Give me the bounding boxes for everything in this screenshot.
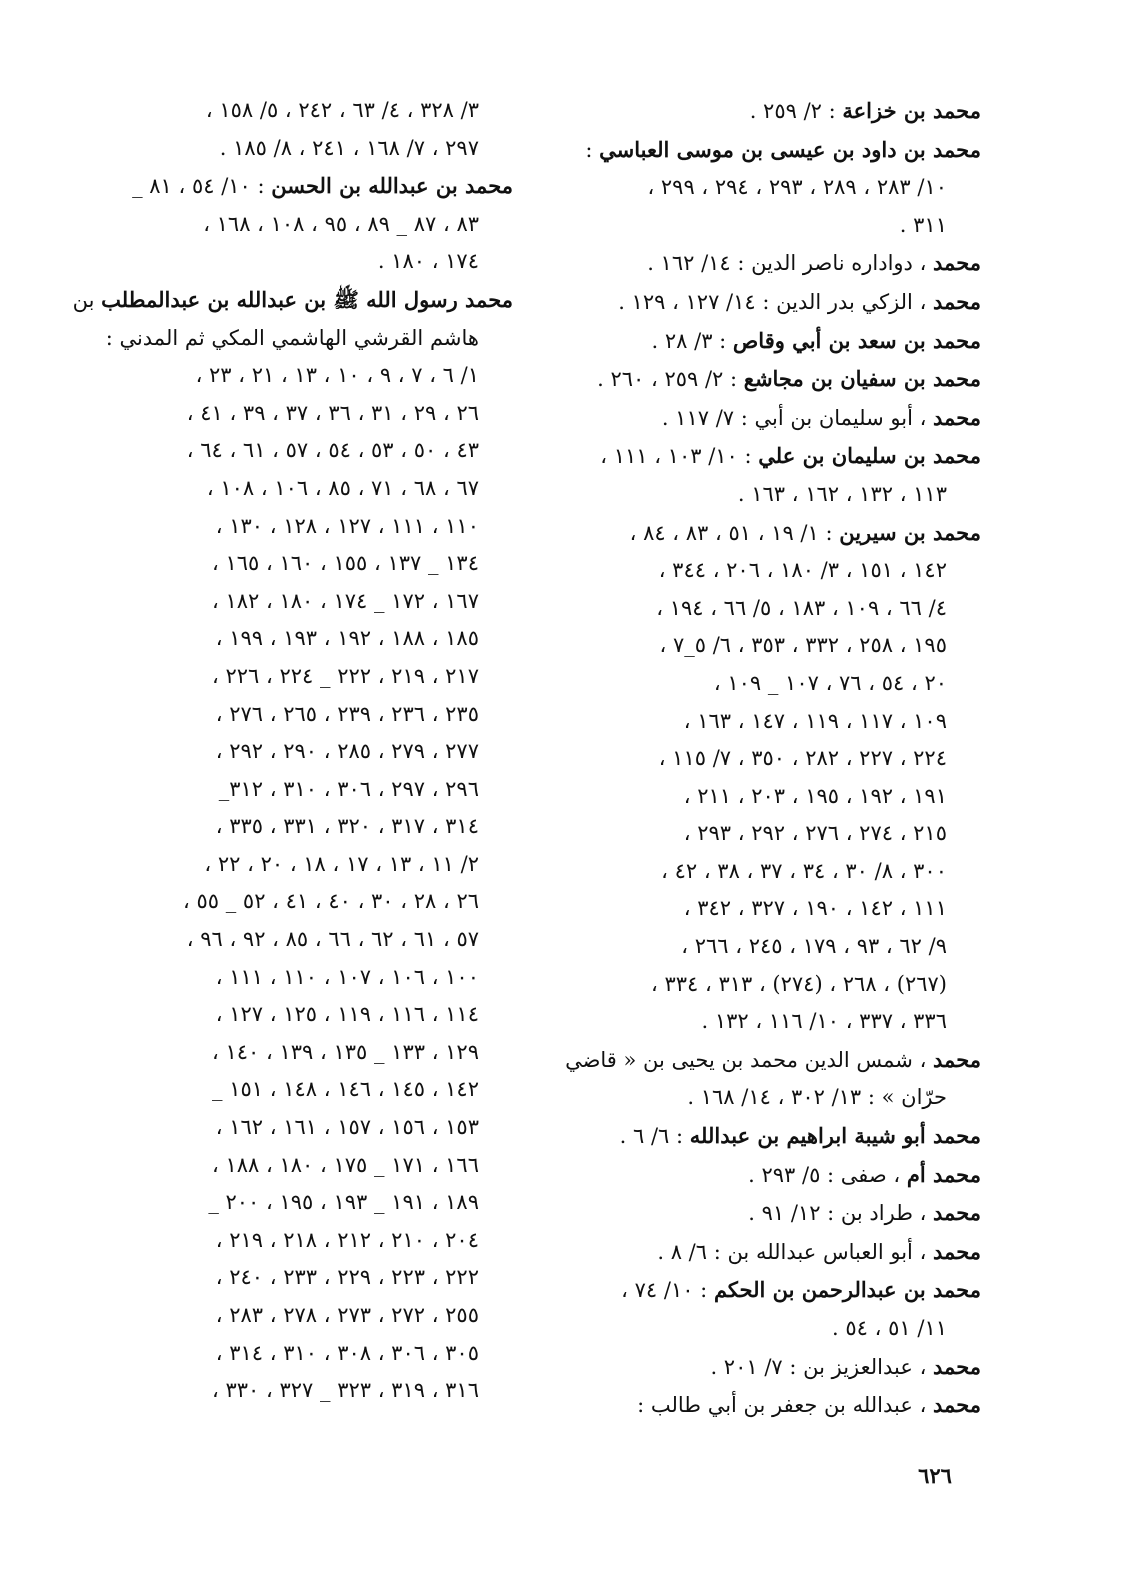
index-entry-references: ، صفى : ٥/ ٢٩٣ . — [748, 1162, 907, 1187]
index-entry-references: : ١٠/ ٥٤ ، ٨١ _ — [132, 174, 272, 199]
index-entry-heading: محمد — [933, 404, 981, 430]
index-entry-references: ١٨٩ ، ١٩١ _ ١٩٣ ، ١٩٥ ، ٢٠٠ _ — [208, 1190, 479, 1215]
index-entry-line — [541, 322, 981, 361]
index-entry — [541, 514, 981, 1041]
index-entry-line — [113, 1297, 513, 1335]
index-entry-line — [541, 514, 981, 553]
index-entry-references: ٦٧ ، ٦٨ ، ٧١ ، ٨٥ ، ١٠٦ ، ١٠٨ ، — [206, 475, 479, 500]
index-entry-line — [541, 1348, 981, 1387]
index-entry-line — [113, 1335, 513, 1373]
index-entry-references: ، شمس الدين محمد بن يحيى بن « قاضي — [565, 1047, 934, 1072]
index-entry-heading: محمد بن سيرين — [839, 519, 981, 545]
index-entry-line — [105, 320, 513, 358]
index-entry-references: ١١٠ ، ١١١ ، ١٢٧ ، ١٢٨ ، ١٣٠ ، — [215, 513, 479, 538]
index-entry-line — [113, 1034, 513, 1072]
index-entry-references: حرّان » : ١٣/ ٣٠٢ ، ١٤/ ١٦٨ . — [687, 1085, 947, 1110]
index-entry-line — [541, 1156, 981, 1195]
index-entry-heading: محمد — [933, 1392, 981, 1418]
index-entry-references: بن — [72, 287, 102, 312]
index-entry-line — [113, 658, 513, 696]
index-entry-heading: محمد بن خزاعة — [842, 98, 981, 123]
index-entry-line — [541, 1233, 981, 1272]
index-entry-references: ١٤٢ ، ١٤٥ ، ١٤٦ ، ١٤٨ ، ١٥١ _ — [212, 1077, 479, 1102]
index-entry-line — [541, 815, 981, 853]
index-entry-references: ٢٦ ، ٢٨ ، ٣٠ ، ٤٠ ، ٤١ ، ٥٢ _ ٥٥ ، — [183, 889, 479, 914]
index-entry-references: ١٦٧ ، ١٧٢ _ ١٧٤ ، ١٨٠ ، ١٨٢ ، — [212, 588, 479, 613]
index-entry — [541, 1348, 981, 1387]
index-entry-references: ٢١٥ ، ٢٧٤ ، ٢٧٦ ، ٢٩٢ ، ٢٩٣ ، — [683, 821, 947, 846]
index-entry-line — [541, 1117, 981, 1156]
index-entry-references: ١٠/ ٢٨٣ ، ٢٨٩ ، ٢٩٣ ، ٢٩٤ ، ٢٩٩ ، — [647, 175, 947, 200]
index-entry-line — [541, 1386, 981, 1425]
index-entry-references: ١٩١ ، ١٩٢ ، ١٩٥ ، ٢٠٣ ، ٢١١ ، — [683, 783, 947, 808]
index-entry-references: : — [585, 137, 600, 162]
index-entry-line — [541, 966, 981, 1004]
index-entry — [72, 281, 513, 1410]
index-entry-line — [541, 1271, 981, 1310]
index-entry-references: : ١/ ١٩ ، ٥١ ، ٨٣ ، ٨٤ ، — [629, 520, 840, 545]
index-entry — [541, 437, 981, 513]
index-entry-line — [113, 1147, 513, 1185]
index-entry-heading: محمد بن عبدالله بن الحسن — [271, 173, 513, 199]
index-entry-line — [113, 583, 513, 621]
index-entry-line — [541, 244, 981, 283]
index-entry-references: ، طراد بن : ١٢/ ٩١ . — [748, 1201, 934, 1226]
index-entry-references: : ١٠/ ١٠٣ ، ١١١ ، — [600, 444, 759, 469]
index-entry — [541, 1117, 981, 1156]
index-entry-references: ، أبو سليمان بن أبي : ٧/ ١١٧ . — [661, 405, 934, 430]
index-entry-references: ١٥٣ ، ١٥٦ ، ١٥٧ ، ١٦١ ، ١٦٢ ، — [215, 1115, 479, 1140]
index-entry — [541, 1156, 981, 1195]
index-entry-line — [113, 545, 513, 583]
index-entry-references: ٣/ ٣٢٨ ، ٤/ ٦٣ ، ٢٤٢ ، ٥/ ١٥٨ ، — [205, 98, 479, 122]
index-entry-line — [541, 437, 981, 476]
index-entry-line — [113, 996, 513, 1034]
index-entry-references: : ٢/ ٢٥٩ . — [749, 99, 843, 123]
index-entry-references: ١١١ ، ١٤٢ ، ١٩٠ ، ٣٢٧ ، ٣٤٢ ، — [683, 896, 947, 921]
index-entry-line — [113, 921, 513, 959]
index-entry-references: ٣٠٠ ، ٨/ ٣٠ ، ٣٤ ، ٣٧ ، ٣٨ ، ٤٢ ، — [661, 858, 947, 883]
index-entry-line — [541, 890, 981, 928]
index-entry-references: ١/ ٦ ، ٧ ، ٩ ، ١٠ ، ١٣ ، ٢١ ، ٢٣ ، — [195, 363, 479, 388]
index-entry-references: ١٠٠ ، ١٠٦ ، ١٠٧ ، ١١٠ ، ١١١ ، — [215, 964, 479, 989]
index-entry-line — [113, 357, 513, 395]
index-entry-heading: محمد رسول الله ﷺ بن عبدالله بن عبدالمطلب — [101, 286, 513, 312]
index-entry-references: ٢٢٤ ، ٢٢٧ ، ٢٨٢ ، ٣٥٠ ، ٧/ ١١٥ ، — [658, 746, 947, 771]
index-entry-references: ١٢٩ ، ١٣٣ _ ١٣٥ ، ١٣٩ ، ١٤٠ ، — [212, 1039, 479, 1064]
index-entry-line — [541, 1003, 981, 1041]
index-entry-line — [541, 1041, 981, 1080]
index-entry — [541, 1233, 981, 1272]
index-entry-line — [541, 92, 981, 131]
index-entry-line — [113, 243, 513, 281]
index-entry-line — [541, 703, 981, 741]
index-entry-references: ، عبدالعزيز بن : ٧/ ٢٠١ . — [710, 1354, 934, 1379]
index-entry-line — [541, 740, 981, 778]
index-entry-references: : ٣/ ٢٨ . — [651, 328, 733, 353]
index-entry-references: ١١٤ ، ١١٦ ، ١١٩ ، ١٢٥ ، ١٢٧ ، — [215, 1002, 479, 1027]
index-entry-references: ٣١١ . — [899, 212, 947, 237]
index-entry — [541, 360, 981, 399]
index-entry-line — [113, 959, 513, 997]
index-entry-line — [541, 853, 981, 891]
index-entry — [541, 399, 981, 438]
index-entry-line — [541, 131, 981, 170]
index-entry-heading: محمد بن سفيان بن مجاشع — [743, 366, 981, 392]
index-entry-references: ١٤٢ ، ١٥١ ، ٣/ ١٨٠ ، ٢٠٦ ، ٣٤٤ ، — [658, 558, 947, 583]
index-entry-references: ١٠٩ ، ١١٧ ، ١١٩ ، ١٤٧ ، ١٦٣ ، — [683, 708, 947, 733]
index-entry-references: ٤٣ ، ٥٠ ، ٥٣ ، ٥٤ ، ٥٧ ، ٦١ ، ٦٤ ، — [186, 438, 479, 463]
index-entry-references: ١٣٤ _ ١٣٧ ، ١٥٥ ، ١٦٠ ، ١٦٥ ، — [212, 551, 479, 576]
index-entry-line — [541, 627, 981, 665]
index-entry-references: ٢١٧ ، ٢١٩ ، ٢٢٢ _ ٢٢٤ ، ٢٢٦ ، — [212, 663, 479, 688]
index-entry-line — [541, 778, 981, 816]
index-entry-line — [113, 846, 513, 884]
index-entry-line — [113, 206, 513, 244]
index-entry-heading: محمد بن سليمان بن علي — [758, 443, 981, 469]
index-entry-line — [541, 169, 981, 207]
index-entry-references: ٢٠٤ ، ٢١٠ ، ٢١٢ ، ٢١٨ ، ٢١٩ ، — [215, 1227, 479, 1252]
left-column — [72, 92, 513, 1410]
index-entry-references: ٢٠ ، ٥٤ ، ٧٦ ، ١٠٧ _ ١٠٩ ، — [713, 670, 947, 695]
index-entry-line — [113, 808, 513, 846]
index-entry-references: ٨٣ ، ٨٧ _ ٨٩ ، ٩٥ ، ١٠٨ ، ١٦٨ ، — [203, 211, 479, 236]
index-entry-references: ٥٧ ، ٦١ ، ٦٢ ، ٦٦ ، ٨٥ ، ٩٢ ، ٩٦ ، — [186, 927, 479, 952]
index-entry — [541, 1386, 981, 1425]
index-entry-line — [113, 508, 513, 546]
index-entry-line — [541, 1194, 981, 1233]
index-entry-line — [541, 665, 981, 703]
index-entry-references: ٢٢٢ ، ٢٢٣ ، ٢٢٩ ، ٢٣٣ ، ٢٤٠ ، — [215, 1265, 479, 1290]
index-entry-references: ، دواداره ناصر الدين : ١٤/ ١٦٢ . — [647, 251, 934, 276]
index-entry-references: ١٨٥ ، ١٨٨ ، ١٩٢ ، ١٩٣ ، ١٩٩ ، — [215, 626, 479, 651]
index-entry-heading: محمد — [933, 1238, 981, 1264]
index-entry-line — [113, 620, 513, 658]
index-entry-heading: محمد أم — [906, 1161, 981, 1187]
index-entry-line — [541, 399, 981, 438]
index-entry-line — [113, 1109, 513, 1147]
index-entry-line — [541, 476, 981, 514]
index-entry-line — [113, 167, 513, 206]
index-entry — [113, 167, 513, 281]
index-entry-line — [113, 92, 513, 130]
index-entry-references: ١٩٥ ، ٢٥٨ ، ٣٣٢ ، ٣٥٣ ، ٦/ ٥_٧ ، — [659, 633, 947, 658]
index-entry-references: : ٦/ ٦ . — [619, 1124, 690, 1149]
index-entry-heading: محمد بن سعد بن أبي وقاص — [732, 327, 981, 353]
right-column — [541, 92, 981, 1425]
index-entry-line — [541, 1310, 981, 1348]
index-entry-references: : ١٠/ ٧٤ ، — [621, 1278, 714, 1303]
index-entry — [113, 92, 513, 167]
index-entry — [541, 131, 981, 245]
index-entry-line — [541, 207, 981, 245]
index-entry-references: ، الزكي بدر الدين : ١٤/ ١٢٧ ، ١٢٩ . — [618, 289, 934, 314]
index-entry — [541, 92, 981, 131]
index-entry-heading: محمد — [933, 1353, 981, 1379]
index-entry-line — [113, 1259, 513, 1297]
index-entry-heading: محمد بن عبدالرحمن بن الحكم — [713, 1277, 981, 1303]
index-entry — [541, 1041, 981, 1117]
index-entry-line — [113, 1372, 513, 1410]
index-entry-references: ٤/ ٦٦ ، ١٠٩ ، ١٨٣ ، ٥/ ٦٦ ، ١٩٤ ، — [656, 595, 947, 620]
index-entry-references: ٢٧٧ ، ٢٧٩ ، ٢٨٥ ، ٢٩٠ ، ٢٩٢ ، — [215, 739, 479, 764]
page-number: ٦٢٦ — [918, 1463, 952, 1488]
index-entry — [541, 1271, 981, 1347]
index-entry-references: ، أبو العباس عبدالله بن : ٦/ ٨ . — [657, 1239, 934, 1264]
index-entry-line — [113, 1222, 513, 1260]
index-entry-references: ٣٠٥ ، ٣٠٦ ، ٣٠٨ ، ٣١٠ ، ٣١٤ ، — [215, 1340, 479, 1365]
index-entry-line — [541, 552, 981, 590]
index-entry-line — [113, 470, 513, 508]
index-entry-references: ٢٣٥ ، ٢٣٦ ، ٢٣٩ ، ٢٦٥ ، ٢٧٦ ، — [215, 701, 479, 726]
index-entry-references: ٣٣٦ ، ٣٣٧ ، ١٠/ ١١٦ ، ١٣٢ . — [701, 1009, 947, 1034]
index-entry-line — [541, 928, 981, 966]
index-entry-references: ٣١٦ ، ٣١٩ ، ٣٢٣ _ ٣٢٧ ، ٣٣٠ ، — [212, 1378, 479, 1403]
index-entry-references: ٢/ ١١ ، ١٣ ، ١٧ ، ١٨ ، ٢٠ ، ٢٢ ، — [204, 851, 479, 876]
index-entry-line — [113, 733, 513, 771]
index-entry-line — [113, 1184, 513, 1222]
index-entry-references: ٢٩٧ ، ٧/ ١٦٨ ، ٢٤١ ، ٨/ ١٨٥ . — [219, 135, 479, 160]
index-entry-heading: محمد — [933, 1046, 981, 1072]
index-entry-line — [541, 360, 981, 399]
index-entry-references: ٢٦ ، ٢٩ ، ٣١ ، ٣٦ ، ٣٧ ، ٣٩ ، ٤١ ، — [186, 400, 479, 425]
index-entry-references: هاشم القرشي الهاشمي المكي ثم المدني : — [105, 325, 479, 350]
index-entry-references: ٣١٤ ، ٣١٧ ، ٣٢٠ ، ٣٣١ ، ٣٣٥ ، — [215, 814, 479, 839]
index-entry-references: ٩/ ٦٢ ، ٩٣ ، ١٧٩ ، ٢٤٥ ، ٢٦٦ ، — [681, 934, 947, 959]
index-entry-references: : ٢/ ٢٥٩ ، ٢٦٠ . — [597, 367, 744, 392]
index-entry-line — [113, 771, 513, 809]
index-entry-line — [541, 590, 981, 628]
index-entry-heading: محمد بن داود بن عيسى بن موسى العباسي — [599, 136, 981, 162]
index-entry — [541, 244, 981, 283]
index-entry-references: ١١٣ ، ١٣٢ ، ١٦٢ ، ١٦٣ . — [737, 481, 947, 506]
index-entry-line — [541, 1079, 981, 1117]
index-entry-line — [72, 281, 513, 320]
index-entry-heading: محمد — [933, 250, 981, 276]
index-entry — [541, 322, 981, 361]
index-entry-references: ١١/ ٥١ ، ٥٤ . — [832, 1316, 947, 1340]
index-entry-line — [113, 883, 513, 921]
index-entry-line — [113, 395, 513, 433]
index-entry-line — [113, 432, 513, 470]
index-entry-references: ٢٩٦ ، ٢٩٧ ، ٣٠٦ ، ٣١٠ ، ٣١٢_ — [218, 776, 479, 801]
index-entry-references: ١٧٤ ، ١٨٠ . — [377, 249, 479, 274]
index-entry — [541, 283, 981, 322]
index-entry-line — [113, 696, 513, 734]
index-entry-references: ، عبدالله بن جعفر بن أبي طالب : — [637, 1393, 934, 1418]
index-entry-references: ٢٥٥ ، ٢٧٢ ، ٢٧٣ ، ٢٧٨ ، ٢٨٣ ، — [215, 1303, 479, 1327]
index-entry-references: (٢٦٧) ، ٢٦٨ ، (٢٧٤) ، ٣١٣ ، ٣٣٤ ، — [651, 971, 947, 996]
index-entry — [541, 1194, 981, 1233]
index-entry-heading: محمد أبو شيبة ابراهيم بن عبدالله — [689, 1123, 981, 1149]
index-entry-references: ١٦٦ ، ١٧١ _ ١٧٥ ، ١٨٠ ، ١٨٨ ، — [212, 1152, 479, 1177]
index-entry-line — [113, 1071, 513, 1109]
index-entry-line — [113, 130, 513, 168]
index-entry-heading: محمد — [933, 1200, 981, 1226]
index-entry-line — [541, 283, 981, 322]
index-entry-heading: محمد — [933, 288, 981, 314]
